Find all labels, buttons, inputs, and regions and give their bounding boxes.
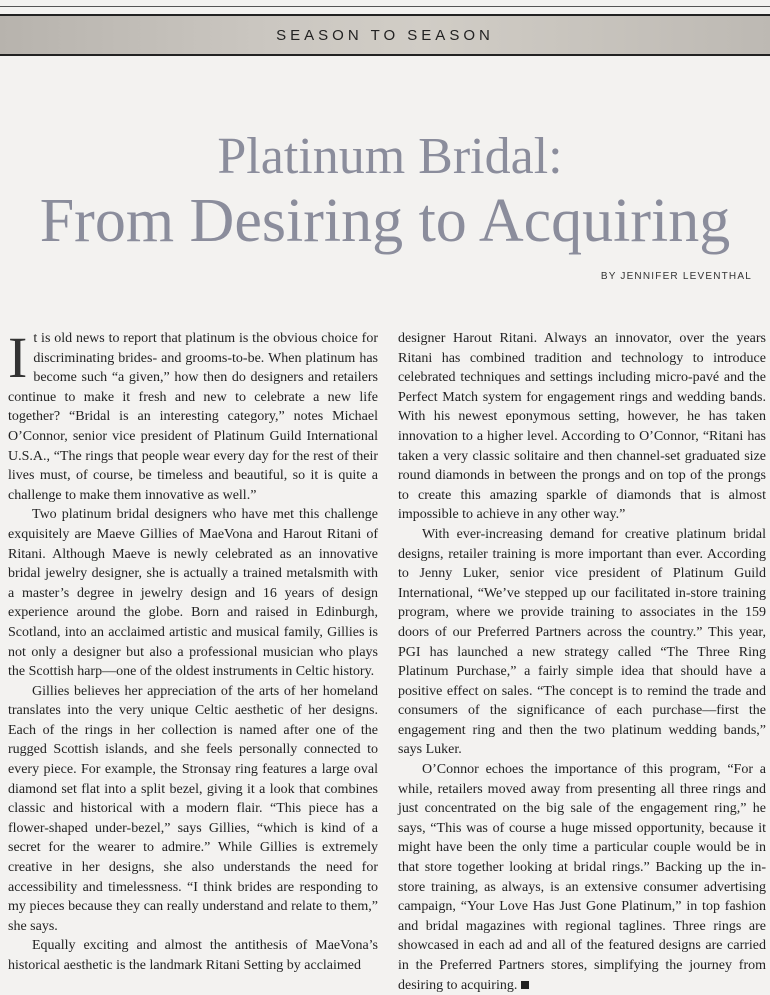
paragraph: O’Connor echoes the importance of this program, “For a while, retailers moved away from presenting all three rings and just concentrated on the big sale of the engagement ring,” he says, “This was of course a huge missed opportunity, because it might have been the only time a particular couple would be in that store together looking at bridal rings.” Backing up the in-store training, as always, is an extensive consumer advertising campaign, “Your Love Has Just Gone Platinum,” in top fashion and bridal magazines with regional taglines. Three rings are showcased in each ad and all of the featured designs are carried in the Preferred Partners stores, simplifying the journey from desiring to acquiring. <box>398 762 766 993</box>
paragraph: It is old news to report that platinum is the obvious choice for discriminating brides- and grooms-to-be. When platinum has become such “a given,” how then do designers and retailers continue to make it fresh and new to celebrate a new life together? “Bridal is an interesting category,” notes Michael O’Connor, senior vice president of Platinum Guild International U.S.A., “The rings that people wear every day for the rest of their lives must, of course, be timeless and beautiful, so it is quite a challenge to make them innovative as well.” <box>8 325 378 503</box>
right-column <box>398 329 766 995</box>
paragraph: designer Harout Ritani. Always an innovator, over the years Ritani has combined tradition and technology to introduce celebrated techniques and settings including micro-pavé and the Perfect Match system for engagement rings and wedding bands. With his newest eponymous setting, however, he has taken innovation to a higher level. According to O’Connor, “Ritani has taken a very classic solitaire and then channel-set graduated size round diamonds in between the prongs and on top of the prongs to create this amazing sparkle of diamonds that is almost impossible to achieve in any other way.” <box>398 331 766 523</box>
section-banner <box>0 14 770 56</box>
paragraph: Gillies believes her appreciation of the arts of her homeland translates into the very unique Celtic aesthetic of her designs. Each of the rings in her collection is named after one of the rugged Scottish islands, and she feels personally connected to every piece. For example, the Stronsay ring features a large oval diamond set flat into a split bezel, giving it a look that combines classic and historical with a modern flair. “This piece has a flower-shaped under-bezel,” says Gillies, “which is kind of a secret for the wearer to admire.” While Gillies is extremely creative in her designs, she also understands the need for accessibility and timelessness. “I think brides are responding to my pieces because they can really understand and relate to them,” she says. <box>8 683 378 934</box>
top-rule <box>0 6 770 7</box>
left-column <box>8 325 378 976</box>
title-line-1: Platinum Bridal: <box>217 128 563 185</box>
paragraph: Two platinum bridal designers who have met this challenge exquisitely are Maeve Gillies of MaeVona and Harout Ritani of Ritani. Although Maeve is newly celebrated as an innovative bridal jewelry designer, she is actually a trained metalsmith with a master’s degree in jewelry design and 16 years of design experience around the globe. Born and raised in Edinburgh, Scotland, into an acclaimed artistic and musical family, Gillies is not only a designer but also a professional musician who plays the Scottish harp—one of the oldest instruments in Celtic history. <box>8 507 378 680</box>
title-line-2: From Desiring to Acquiring <box>39 187 731 255</box>
byline: BY JENNIFER LEVENTHAL <box>600 271 752 282</box>
section-label: SEASON TO SEASON <box>276 27 494 44</box>
drop-cap: I <box>8 325 28 390</box>
end-mark-icon <box>521 981 529 989</box>
paragraph: Equally exciting and almost the antithesis of MaeVona’s historical aesthetic is the landmark Ritani Setting by acclaimed <box>8 938 378 973</box>
paragraph: With ever-increasing demand for creative platinum bridal designs, retailer training is more important than ever. According to Jenny Luker, senior vice president of Platinum Guild International, “We’ve stepped up our facilitated in-store training program, where we provide training to associates in the 159 doors of our Preferred Partners across the country.” This year, PGI has launched a new strategy called “The Three Ring Platinum Purchase,” a fairly simple idea that should have a positive effect on sales. “The concept is to remind the trade and consumers of the significance of each purchase—first the engagement ring and then the two platinum wedding bands,” says Luker. <box>398 526 766 758</box>
